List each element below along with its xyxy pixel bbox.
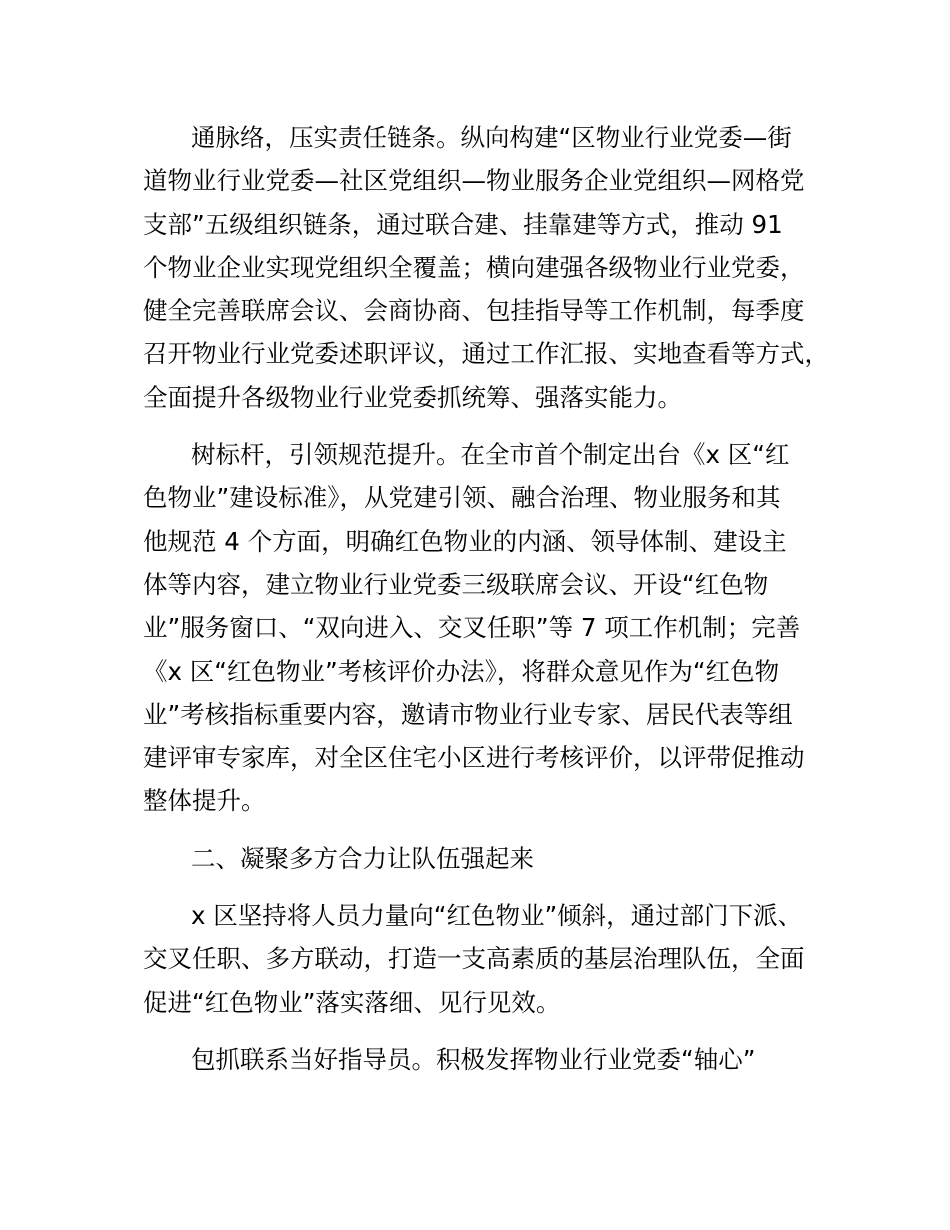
text-line: 召开物业行业党委述职评议，通过工作汇报、实地查看等方式， xyxy=(143,339,829,369)
text-line: 树标杆，引领规范提升。在全市首个制定出台《x 区“红 xyxy=(191,440,790,470)
document-body xyxy=(143,116,843,1095)
text-line: 他规范 4 个方面，明确红色物业的内涵、领导体制、建设主 xyxy=(143,526,787,556)
text-line: 支部”五级组织链条，通过联合建、挂靠建等方式，推动 91 xyxy=(143,209,783,239)
paragraph-responsibility-chain xyxy=(143,116,843,419)
text-line: 体等内容，建立物业行业党委三级联席会议、开设“红色物 xyxy=(143,569,769,599)
text-line: 建评审专家库，对全区住宅小区进行考核评价，以评带促推动 xyxy=(143,743,805,773)
text-line: 《x 区“红色物业”考核评价办法》，将群众意见作为“红色物 xyxy=(143,656,780,686)
text-line: 个物业企业实现党组织全覆盖；横向建强各级物业行业党委， xyxy=(143,252,805,282)
text-line: 健全完善联席会议、会商协商、包挂指导等工作机制，每季度 xyxy=(143,296,805,326)
text-line: 业”考核指标重要内容，邀请市物业行业专家、居民代表等组 xyxy=(143,699,793,729)
section-heading xyxy=(143,837,843,880)
paragraph-benchmark xyxy=(143,433,843,823)
paragraph-team-building xyxy=(143,894,843,1024)
text-line: 促进“红色物业”落实落细、见行见效。 xyxy=(143,987,561,1017)
text-line: x 区坚持将人员力量向“红色物业”倾斜，通过部门下派、 xyxy=(191,901,803,931)
section-heading-text: 二、凝聚多方合力让队伍强起来 xyxy=(191,843,534,873)
text-line: 道物业行业党委—社区党组织—物业服务企业党组织—网格党 xyxy=(143,166,805,196)
text-line: 通脉络，压实责任链条。纵向构建“区物业行业党委—街 xyxy=(191,123,792,152)
text-line: 业”服务窗口、“双向进入、交叉任职”等 7 项工作机制；完善 xyxy=(143,613,801,643)
text-line: 全面提升各级物业行业党委抓统筹、强落实能力。 xyxy=(143,382,682,412)
text-line: 交叉任职、多方联动，打造一支高素质的基层治理队伍，全面 xyxy=(143,944,805,974)
text-line: 整体提升。 xyxy=(143,786,266,816)
text-line: 包抓联系当好指导员。积极发挥物业行业党委“轴心” xyxy=(191,1044,756,1074)
text-line: 色物业”建设标准》，从党建引领、融合治理、物业服务和其 xyxy=(143,483,781,513)
paragraph-guidance xyxy=(143,1038,843,1081)
